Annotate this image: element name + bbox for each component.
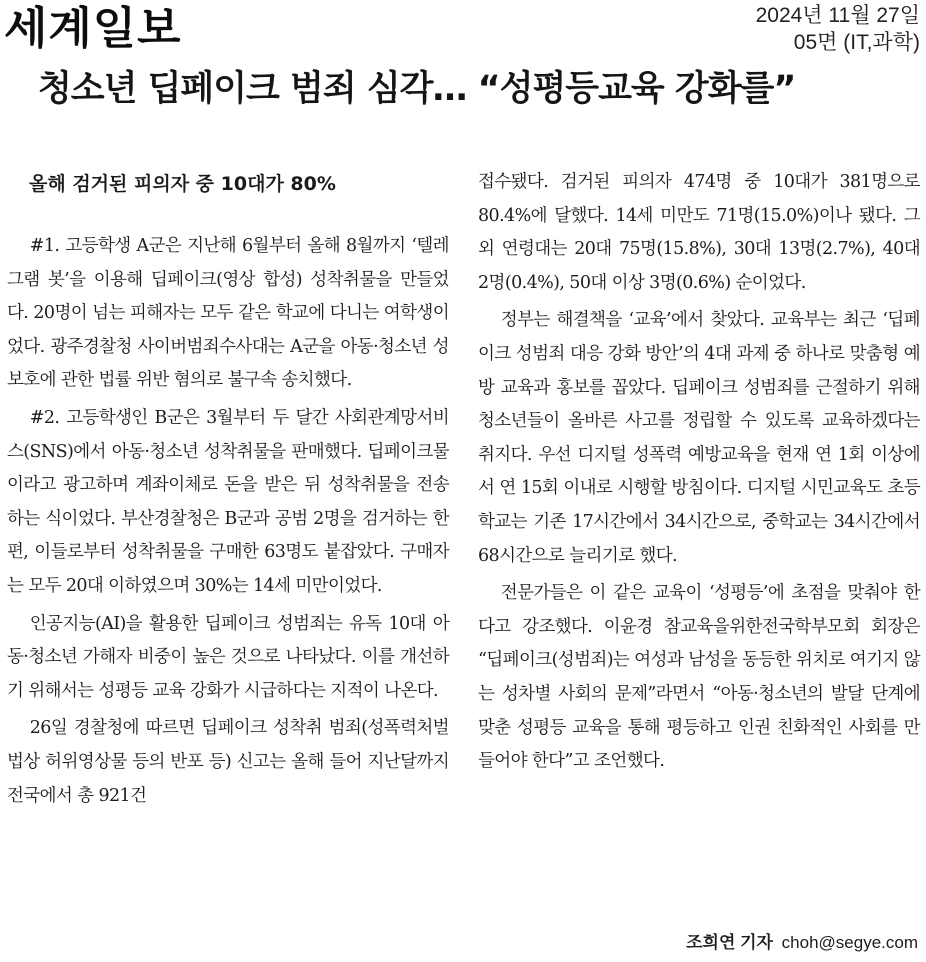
body-paragraph: 정부는 해결책을 ‘교육’에서 찾았다. 교육부는 최근 ‘딥페이크 성범죄 대응 강화 방안’의 4대 과제 중 하나로 맞춤형 예방 교육과 홍보를 꼽았다. 딥페이크 성범죄를 근절하기 위해 청소년들이 올바른 사고를 정립할 수 있도록 교육하겠다는 취지다. 우선 디지털 성폭력 예방교육을 현재 연 1회 이상에서 연 15회 이내로 시행할 방침이다. 디지털 시민교육도 초등학교는 기존 17시간에서 34시간으로, 중학교는 34시간에서 68시간으로 늘리기로 했다.: [478, 310, 920, 566]
publication-date: 2024년 11월 27일: [755, 4, 920, 27]
article-meta: [756, 2, 920, 56]
reporter-byline: [686, 928, 918, 953]
body-paragraph: 인공지능(AI)을 활용한 딥페이크 성범죄는 유독 10대 아동·청소년 가해자 비중이 높은 것으로 나타났다. 이를 개선하기 위해서는 성평등 교육 강화가 시급하다는 지적이 나온다.: [7, 613, 449, 701]
body-paragraph: #2. 고등학생인 B군은 3월부터 두 달간 사회관계망서비스(SNS)에서 아동·청소년 성착취물을 판매했다. 딥페이크물이라고 광고하며 계좌이체로 돈을 받은 뒤 성착취물을 전송하는 식이었다. 부산경찰청은 B군과 공범 2명을 검거하는 한편, 이들로부터 성착취물을 구매한 63명도 붙잡았다. 구매자는 모두 20대 이하였으며 30%는 14세 미만이었다.: [7, 407, 449, 596]
article-headline: 청소년 딥페이크 범죄 심각… “성평등교육 강화를”: [38, 69, 796, 109]
reporter-email: choh@segye.com: [781, 933, 918, 952]
article-subhead: 올해 검거된 피의자 중 10대가 80%: [29, 173, 336, 195]
page-section: 05면 (IT,과학): [793, 31, 920, 54]
article-column-left: [7, 164, 449, 813]
body-paragraph: 26일 경찰청에 따르면 딥페이크 성착취 범죄(성폭력처벌법상 허위영상물 등의 반포 등) 신고는 올해 들어 지난달까지 전국에서 총 921건: [7, 718, 449, 806]
article-column-right: [478, 166, 920, 779]
reporter-name: 조희연 기자: [686, 933, 773, 952]
body-paragraph: #1. 고등학생 A군은 지난해 6월부터 올해 8월까지 ‘텔레그램 봇’을 이용해 딥페이크(영상 합성) 성착취물을 만들었다. 20명이 넘는 피해자는 모두 같은 학교에 다니는 여학생이었다. 광주경찰청 사이버범죄수사대는 A군을 아동·청소년 성보호에 관한 법률 위반 혐의로 불구속 송치했다.: [7, 236, 449, 391]
newspaper-masthead: 세계일보: [4, 3, 182, 54]
body-paragraph: 전문가들은 이 같은 교육이 ‘성평등’에 초점을 맞춰야 한다고 강조했다. 이윤경 참교육을위한전국학부모회 회장은 “딥페이크(성범죄)는 여성과 남성을 동등한 위치로 여기지 않는 성차별 사회의 문제”라면서 “아동·청소년의 발달 단계에 맞춘 성평등 교육을 통해 평등하고 인권 친화적인 사회를 만들어야 한다”고 조언했다.: [478, 583, 920, 772]
body-paragraph: 접수됐다. 검거된 피의자 474명 중 10대가 381명으로 80.4%에 달했다. 14세 미만도 71명(15.0%)이나 됐다. 그 외 연령대는 20대 75명(15.8%), 30대 13명(2.7%), 40대 2명(0.4%), 50대 이상 3명(0.6%) 순이었다.: [478, 172, 920, 293]
